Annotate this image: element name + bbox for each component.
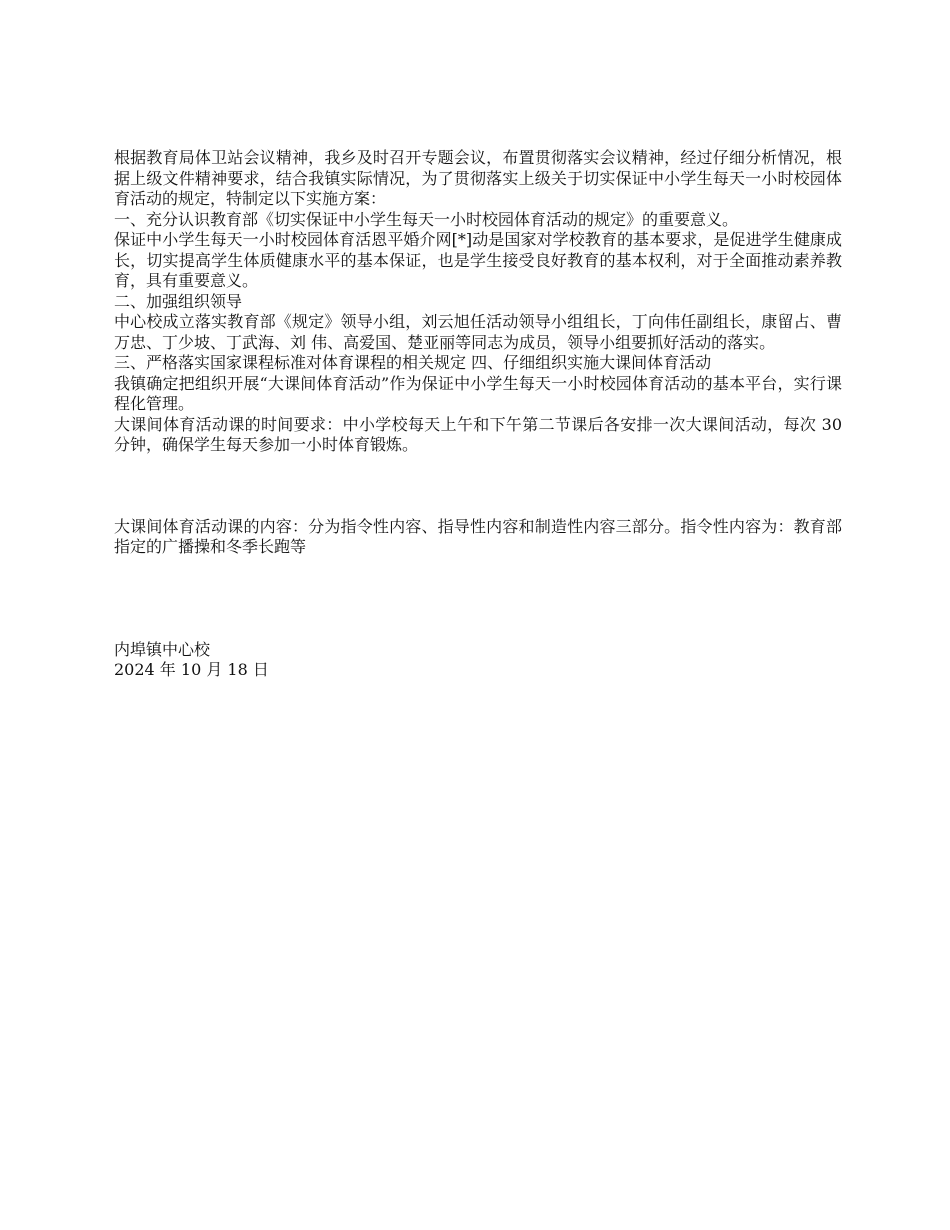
signature-organization: 内埠镇中心校: [114, 639, 211, 659]
spacer: [114, 456, 842, 517]
content-paragraph: 大课间体育活动课的内容：分为指令性内容、指导性内容和制造性内容三部分。指令性内容为：教育部指定的广播操和冬季长跑等: [114, 516, 842, 556]
spacer: [114, 558, 842, 640]
section-three-four-heading: 三、严格落实国家课程标准对体育课程的相关规定 四、仔细组织实施大课间体育活动: [114, 353, 712, 372]
intro-paragraph: 根据教育局体卫站会议精神，我乡及时召开专题会议，布置贯彻落实会议精神，经过仔细分析情况，根据上级文件精神要求，结合我镇实际情况，为了贯彻落实上级关于切实保证中小学生每天一小时校园体育活动的规定，特制定以下实施方案：: [114, 148, 842, 208]
section-four-paragraph: 我镇确定把组织开展“大课间体育活动”作为保证中小学生每天一小时校园体育活动的基本平台，实行课程化管理。: [114, 373, 842, 413]
section-two-paragraph: 中心校成立落实教育部《规定》领导小组，刘云旭任活动领导小组组长，丁向伟任副组长，康留占、曹万忠、丁少坡、丁武海、刘 伟、高爱国、楚亚丽等同志为成员，领导小组要抓好活动的落实。: [114, 312, 842, 352]
section-one-heading: 一、充分认识教育部《切实保证中小学生每天一小时校园体育活动的规定》的重要意义。: [114, 209, 739, 229]
section-one-paragraph: 保证中小学生每天一小时校园体育活恩平婚介网[*]动是国家对学校教育的基本要求，是促进学生健康成长，切实提高学生体质健康水平的基本保证，也是学生接受良好教育的基本权利，对于全面推动素养教育，具有重要意义。: [114, 230, 842, 290]
signature-date: 2024 年 10 月 18 日: [114, 660, 269, 679]
document-body: [114, 148, 842, 681]
section-two-heading: 二、加强组织领导: [114, 291, 243, 311]
time-requirement-paragraph: 大课间体育活动课的时间要求：中小学校每天上午和下午第二节课后各安排一次大课间活动，每次 30 分钟，确保学生每天参加一小时体育锻炼。: [114, 414, 842, 454]
